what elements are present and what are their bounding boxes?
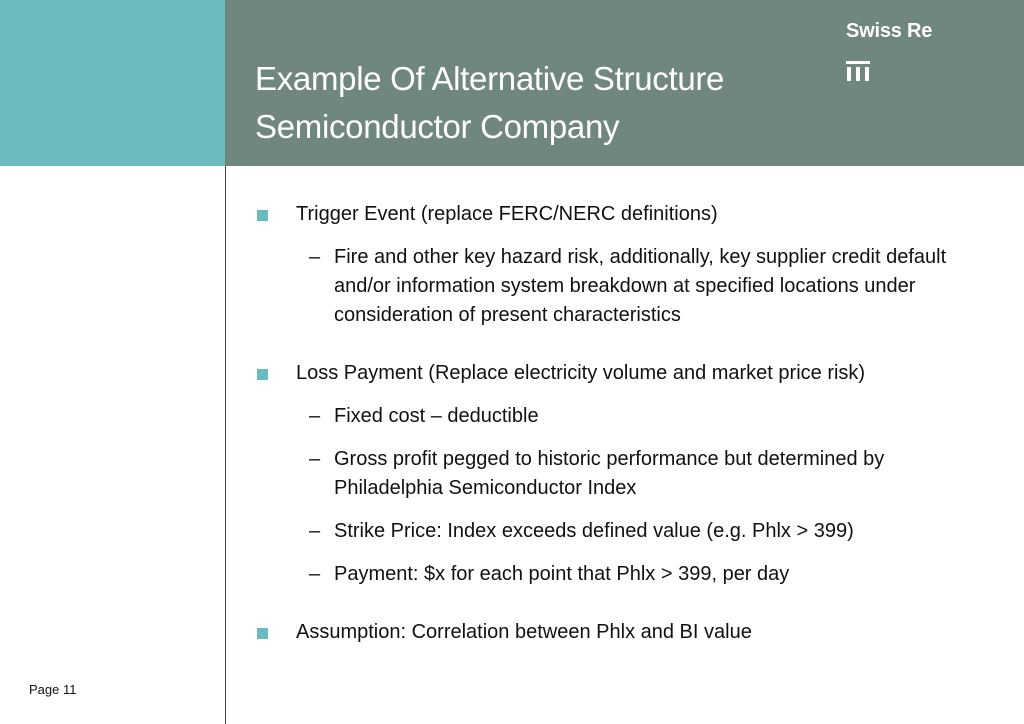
bullet-text: Trigger Event (replace FERC/NERC definitions) <box>296 203 718 225</box>
sub-item <box>255 402 1015 431</box>
page-number: Page 11 <box>29 682 77 697</box>
sub-item-text: Fire and other key hazard risk, additionally, key supplier credit default and/or information system breakdown at specified locations under consideration of present characteristics <box>334 246 947 326</box>
dash-icon: – <box>309 246 321 268</box>
sub-item <box>255 243 1015 330</box>
sub-item-text: Payment: $x for each point that Phlx > 399, per day <box>334 563 790 585</box>
dash-icon: – <box>309 405 321 427</box>
bullet-text: Loss Payment (Replace electricity volume and market price risk) <box>296 362 866 384</box>
bullet-text: Assumption: Correlation between Phlx and BI value <box>296 621 752 643</box>
dash-icon: – <box>309 520 321 542</box>
sub-item-text: Gross profit pegged to historic performance but determined by Philadelphia Semiconductor Index <box>334 448 885 499</box>
dash-icon: – <box>309 563 321 585</box>
bullet-square-icon <box>257 210 268 221</box>
slide-title <box>255 55 815 151</box>
left-accent-block <box>0 0 225 166</box>
sub-item <box>255 517 1015 546</box>
bullet-item-assumption <box>255 618 1015 647</box>
dash-icon: – <box>309 448 321 470</box>
title-line-1: Example Of Alternative Structure <box>255 60 725 97</box>
bullet-item-loss-payment <box>255 359 1015 388</box>
sub-item-text: Fixed cost – deductible <box>334 405 539 427</box>
vertical-divider <box>225 166 226 724</box>
title-line-2: Semiconductor Company <box>255 108 620 145</box>
bullet-square-icon <box>257 628 268 639</box>
bullet-list <box>255 200 1015 661</box>
sub-item <box>255 560 1015 589</box>
sub-item-text: Strike Price: Index exceeds defined value (e.g. Phlx > 399) <box>334 520 854 542</box>
brand-name: Swiss Re <box>846 20 933 42</box>
bullet-square-icon <box>257 369 268 380</box>
bullet-item-trigger-event <box>255 200 1015 229</box>
sub-item <box>255 445 1015 503</box>
swiss-re-logo-icon <box>846 59 870 83</box>
